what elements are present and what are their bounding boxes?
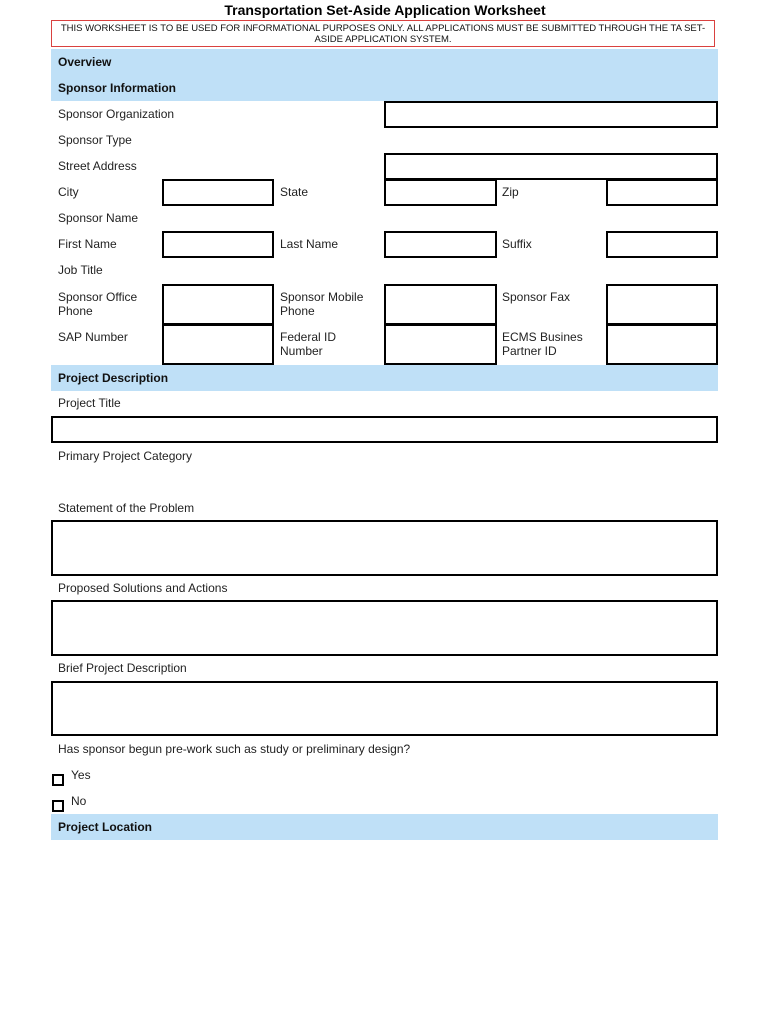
problem-statement-label: Statement of the Problem xyxy=(58,501,195,515)
sponsor-type-label: Sponsor Type xyxy=(58,133,132,147)
ecms-partner-id-field[interactable] xyxy=(606,324,718,365)
job-title-label: Job Title xyxy=(58,263,103,277)
project-title-label: Project Title xyxy=(58,396,121,410)
no-checkbox[interactable] xyxy=(52,800,64,812)
section-project-location: Project Location xyxy=(51,814,718,840)
section-project-description: Project Description xyxy=(51,365,718,391)
suffix-label: Suffix xyxy=(502,237,532,251)
federal-id-label: Federal ID Number xyxy=(280,330,337,358)
proposed-solutions-field[interactable] xyxy=(51,600,718,656)
zip-field[interactable] xyxy=(606,179,718,206)
sponsor-organization-label: Sponsor Organization xyxy=(58,107,175,121)
fax-label: Sponsor Fax xyxy=(502,290,571,304)
sap-number-field[interactable] xyxy=(162,324,274,365)
first-name-field[interactable] xyxy=(162,231,274,258)
project-title-field[interactable] xyxy=(51,416,718,443)
section-sponsor-information: Sponsor Information xyxy=(51,75,718,101)
city-field[interactable] xyxy=(162,179,274,206)
project-category-label: Primary Project Category xyxy=(58,449,193,463)
yes-label: Yes xyxy=(71,768,91,782)
yes-checkbox[interactable] xyxy=(52,774,64,786)
city-label: City xyxy=(58,185,79,199)
section-overview: Overview xyxy=(51,49,718,75)
problem-statement-field[interactable] xyxy=(51,520,718,576)
suffix-field[interactable] xyxy=(606,231,718,258)
sponsor-organization-field[interactable] xyxy=(384,101,718,128)
sap-number-label: SAP Number xyxy=(58,330,128,344)
street-address-field[interactable] xyxy=(384,153,718,180)
first-name-label: First Name xyxy=(58,237,117,251)
no-label: No xyxy=(71,794,87,808)
prework-question: Has sponsor begun pre-work such as study or preliminary design? xyxy=(58,742,411,756)
state-field[interactable] xyxy=(384,179,497,206)
mobile-phone-field[interactable] xyxy=(384,284,497,325)
last-name-label: Last Name xyxy=(280,237,339,251)
office-phone-field[interactable] xyxy=(162,284,274,325)
office-phone-label: Sponsor Office Phone xyxy=(58,290,138,318)
last-name-field[interactable] xyxy=(384,231,497,258)
ecms-partner-id-label: ECMS Busines Partner ID xyxy=(502,330,583,358)
federal-id-field[interactable] xyxy=(384,324,497,365)
mobile-phone-label: Sponsor Mobile Phone xyxy=(280,290,364,318)
sponsor-name-label: Sponsor Name xyxy=(58,211,139,225)
street-address-label: Street Address xyxy=(58,159,137,173)
fax-field[interactable] xyxy=(606,284,718,325)
brief-description-field[interactable] xyxy=(51,681,718,736)
notice-banner: THIS WORKSHEET IS TO BE USED FOR INFORMATIONAL PURPOSES ONLY. ALL APPLICATIONS MUST BE SUBMITTED THROUGH THE TA SET-ASIDE APPLICATION SYSTEM. xyxy=(51,20,715,47)
proposed-solutions-label: Proposed Solutions and Actions xyxy=(58,581,228,595)
zip-label: Zip xyxy=(502,185,519,199)
page-title: Transportation Set-Aside Application Worksheet xyxy=(224,2,546,18)
brief-description-label: Brief Project Description xyxy=(58,661,187,675)
state-label: State xyxy=(280,185,309,199)
